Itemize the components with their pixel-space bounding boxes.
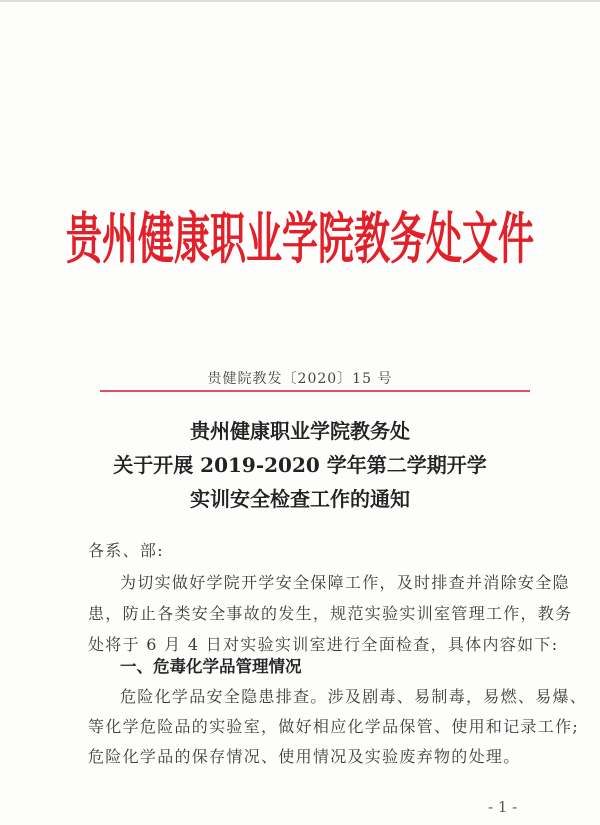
- document-number: 贵健院教发〔2020〕15 号: [207, 371, 393, 387]
- notice-title-line-2: 关于开展 2019-2020 学年第二学期开学: [113, 453, 487, 477]
- red-divider: [100, 390, 530, 392]
- section-heading: 一、危毒化学品管理情况: [120, 657, 302, 676]
- notice-title-line-3: 实训安全检查工作的通知: [190, 487, 410, 511]
- paragraph-line: 患，防止各类安全事故的发生，规范实验实训室管理工作，教务: [88, 604, 573, 623]
- paragraph-line: 为切实做好学院开学安全保障工作，及时排查并消除安全隐: [120, 573, 570, 592]
- notice-title-line-1: 贵州健康职业学院教务处: [190, 419, 410, 443]
- salutation: 各系、部:: [88, 541, 164, 560]
- document-header-title: 贵州健康职业学院教务处文件: [65, 208, 534, 272]
- paragraph-line: 危险化学品安全隐患排查。涉及剧毒、易制毒，易燃、易爆、: [120, 687, 588, 706]
- paragraph-line: 等化学危险品的实验室，做好相应化学品保管、使用和记录工作;: [88, 717, 580, 736]
- scan-edge: [0, 0, 600, 2]
- paragraph-line: 处将于 6 月 4 日对实验实训室进行全面检查，具体内容如下:: [88, 635, 559, 654]
- paragraph-line: 危险化学品的保存情况、使用情况及实验废弃物的处理。: [88, 747, 521, 766]
- page-number: - 1 -: [488, 798, 518, 816]
